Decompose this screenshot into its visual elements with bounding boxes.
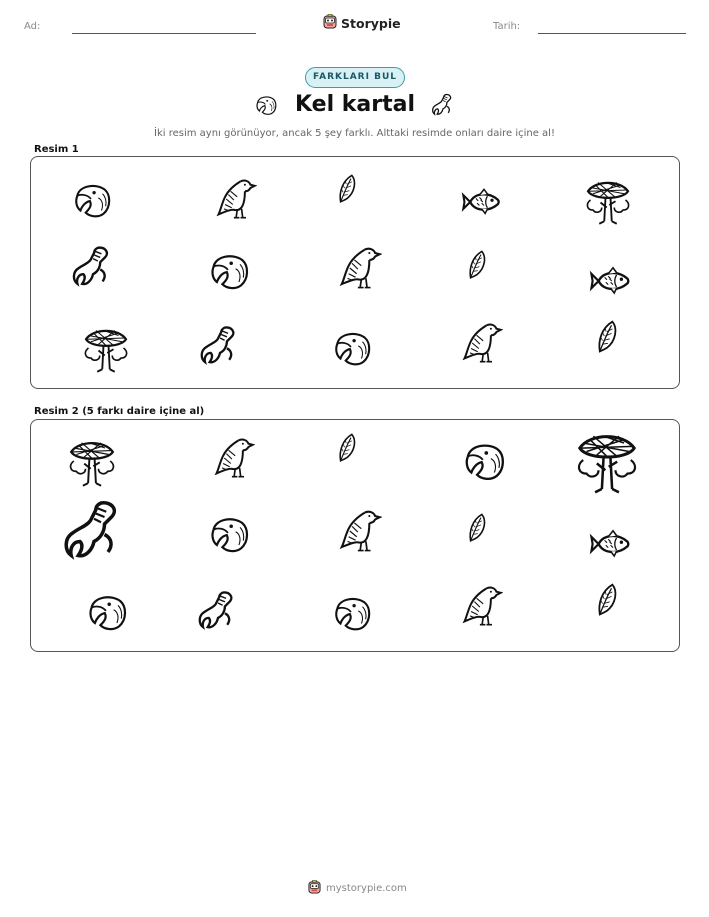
feather-icon [589,319,625,355]
eagle-head-icon [253,93,279,117]
fish-icon[interactable] [589,520,637,568]
eagle-head-icon [71,179,113,221]
talon-icon [430,91,456,119]
date-label: Tarih: [493,21,521,32]
picture-1-panel [30,156,680,389]
talon-icon [69,243,117,291]
date-field[interactable] [538,33,686,34]
nest-icon [583,175,633,225]
name-label: Ad: [24,21,41,32]
brand-logo [323,14,401,32]
eagle-icon[interactable] [211,436,255,480]
activity-badge: FARKLARI BUL [305,67,405,88]
eagle-head-icon[interactable] [85,590,129,634]
picture-2-label: Resim 2 (5 farkı daire içine al) [34,406,205,417]
feather-icon[interactable] [461,512,493,544]
eagle-icon [459,321,503,365]
fish-icon [461,179,507,225]
talon-icon [197,323,243,369]
eagle-head-icon[interactable] [461,438,507,484]
fish-icon [589,257,637,305]
eagle-icon [213,177,257,221]
storypie-mascot-icon [308,880,321,897]
feather-icon[interactable] [331,432,363,464]
instructions: İki resim aynı görünüyor, ancak 5 şey farklı. Alttaki resimde onları daire içine al! [154,128,555,139]
picture-2-panel[interactable] [30,419,680,652]
eagle-head-icon[interactable] [331,592,373,634]
nest-icon [81,323,131,373]
feather-icon [331,173,363,205]
footer [308,880,407,897]
name-field[interactable] [72,33,256,34]
eagle-icon[interactable] [336,508,382,554]
picture-1-label: Resim 1 [34,144,79,155]
eagle-icon[interactable] [459,584,503,628]
eagle-head-icon[interactable] [207,512,251,556]
talon-icon[interactable] [59,496,129,566]
storypie-mascot-icon [323,14,337,32]
eagle-icon [336,245,382,291]
footer-site[interactable]: mystorypie.com [326,883,407,894]
eagle-head-icon [331,327,373,369]
nest-icon[interactable] [66,435,118,487]
talon-icon[interactable] [195,588,241,634]
feather-icon [461,249,493,281]
eagle-head-icon [207,249,251,293]
nest-icon[interactable] [573,426,641,494]
feather-icon[interactable] [589,582,625,618]
brand-name: Storypie [341,15,401,31]
page-title: Kel kartal [294,92,415,117]
